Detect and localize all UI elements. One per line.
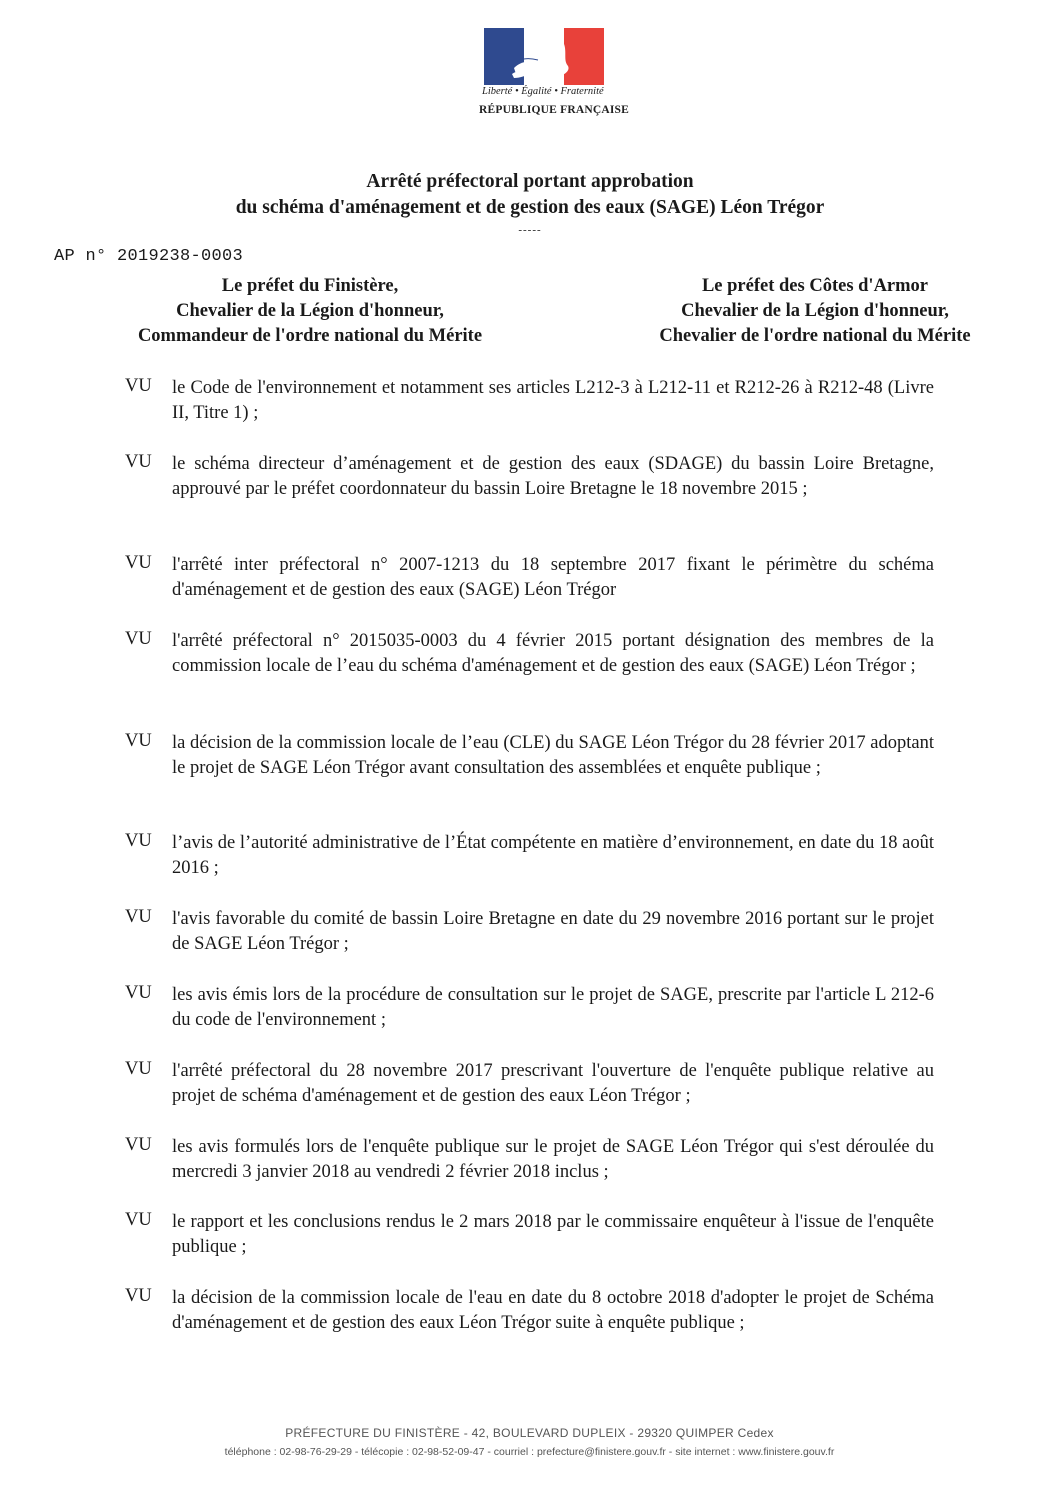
footer-address: PRÉFECTURE DU FINISTÈRE - 42, BOULEVARD DUPLEIX - 29320 QUIMPER Cedex [285, 1426, 774, 1440]
logo-motto: Liberté • Égalité • Fraternité [482, 86, 604, 97]
vu-label: VU [125, 731, 152, 751]
footer-contact: téléphone : 02-98-76-29-29 - télécopie : 02-98-52-09-47 - courriel : prefecture@finistere.gouv.fr - site internet : www.finistere.gouv.fr [224, 1446, 835, 1458]
logo-name: RÉPUBLIQUE FRANÇAISE [479, 104, 630, 116]
ap-number: AP n° 2019238-0003 [54, 247, 244, 266]
vu-text: la décision de la commission locale de l'eau en date du 8 octobre 2018 d'adopter le projet de Schéma d'aménagement et de gestion des eaux Léon Trégor suite à enquête publique ; [172, 1288, 934, 1334]
vu-label: VU [125, 553, 152, 573]
document-title-line-1: Arrêté préfectoral portant approbation [366, 171, 694, 192]
prefect-cotes-armor-line: Chevalier de l'ordre national du Mérite [659, 326, 971, 346]
document-title-line-2: du schéma d'aménagement et de gestion des eaux (SAGE) Léon Trégor [235, 197, 825, 218]
vu-text: le Code de l'environnement et notamment ses articles L212-3 à L212-11 et R212-26 à R212-48 (Livre II, Titre 1) ; [172, 378, 934, 424]
prefect-cotes-armor-line: Le préfet des Côtes d'Armor [701, 276, 929, 296]
vu-label: VU [125, 1135, 152, 1155]
vu-label: VU [125, 907, 152, 927]
vu-label: VU [125, 1059, 152, 1079]
vu-text: la décision de la commission locale de l’eau (CLE) du SAGE Léon Trégor du 28 février 2017 adoptant le projet de SAGE Léon Trégor avant consultation des assemblées et enquête publique ; [172, 733, 934, 779]
prefect-finistere-line: Commandeur de l'ordre national du Mérite [137, 326, 483, 346]
title-separator: ----- [518, 224, 542, 236]
vu-text: l'avis favorable du comité de bassin Loire Bretagne en date du 29 novembre 2016 portant sur le projet de SAGE Léon Trégor ; [172, 909, 934, 955]
vu-text: l’avis de l’autorité administrative de l’État compétente en matière d’environnement, en date du 18 août 2016 ; [172, 833, 934, 879]
vu-text: les avis formulés lors de l'enquête publique sur le projet de SAGE Léon Trégor qui s'est déroulée du mercredi 3 janvier 2018 au vendredi 2 février 2018 inclus ; [172, 1137, 934, 1183]
vu-label: VU [125, 376, 152, 396]
vu-label: VU [125, 983, 152, 1003]
vu-label: VU [125, 1286, 152, 1306]
vu-text: l'arrêté préfectoral n° 2015035-0003 du 4 février 2015 portant désignation des membres de la commission locale de l’eau du schéma d'aménagement et de gestion des eaux (SAGE) Léon Trégor ; [172, 631, 934, 677]
vu-label: VU [125, 629, 152, 649]
vu-label: VU [125, 1210, 152, 1230]
prefect-cotes-armor-line: Chevalier de la Légion d'honneur, [681, 301, 949, 321]
vu-text: le schéma directeur d’aménagement et de gestion des eaux (SDAGE) du bassin Loire Bretagne, approuvé par le préfet coordonnateur du bassin Loire Bretagne le 18 novembre 2015 ; [172, 454, 934, 500]
vu-label: VU [125, 831, 152, 851]
vu-text: l'arrêté inter préfectoral n° 2007-1213 du 18 septembre 2017 fixant le périmètre du schéma d'aménagement et de gestion des eaux (SAGE) Léon Trégor [172, 555, 934, 601]
vu-text: l'arrêté préfectoral du 28 novembre 2017 prescrivant l'ouverture de l'enquête publique relative au projet de schéma d'aménagement et de gestion des eaux Léon Trégor ; [172, 1061, 934, 1107]
vu-text: les avis émis lors de la procédure de consultation sur le projet de SAGE, prescrite par l'article L 212-6 du code de l'environnement ; [172, 985, 934, 1031]
vu-label: VU [125, 452, 152, 472]
vu-text: le rapport et les conclusions rendus le 2 mars 2018 par le commissaire enquêteur à l'issue de l'enquête publique ; [172, 1212, 934, 1258]
prefect-finistere-line: Chevalier de la Légion d'honneur, [176, 301, 444, 321]
prefect-finistere-line: Le préfet du Finistère, [221, 276, 399, 296]
